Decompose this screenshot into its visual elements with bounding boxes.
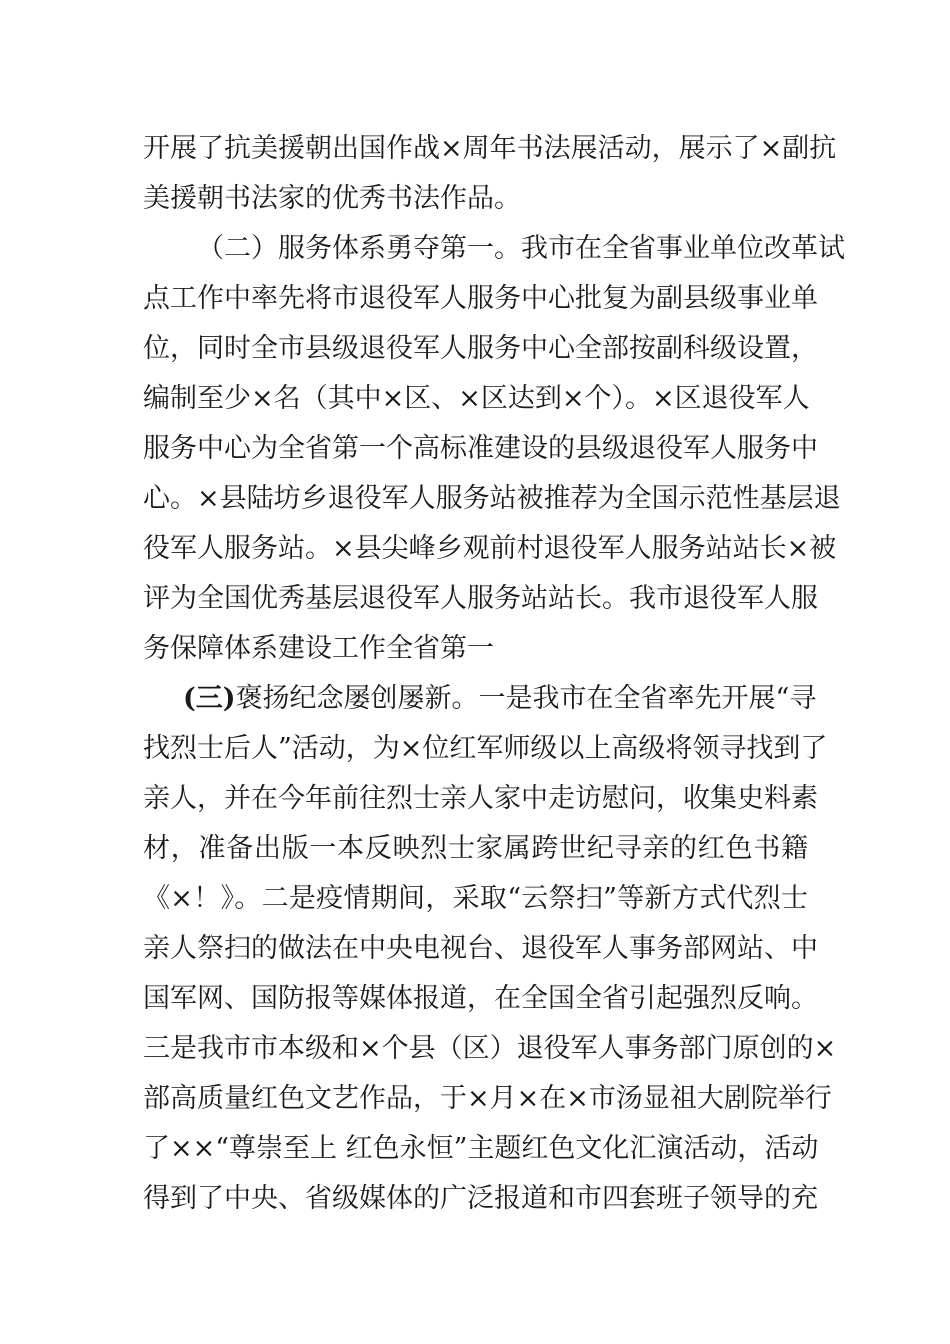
- paragraph-2: [143, 224, 845, 674]
- paragraph-line: （二）服务体系勇夺第一。我市在全省事业单位改革试: [197, 233, 845, 264]
- paragraph-line: 心。×县陆坊乡退役军人服务站被推荐为全国示范性基层退: [143, 483, 841, 514]
- paragraph-line: 《×！》。二是疫情期间，采取“云祭扫”等新方式代烈士: [143, 883, 808, 914]
- paragraph-line: 点工作中率先将市退役军人服务中心批复为副县级事业单: [143, 283, 818, 314]
- paragraph-line: [143, 674, 817, 724]
- paragraph-line: 国军网、国防报等媒体报道，在全国全省引起强烈反响。: [143, 983, 818, 1014]
- paragraph-line: 位，同时全市县级退役军人服务中心全部按副科级设置，: [143, 333, 818, 364]
- paragraph-lead: (三): [183, 683, 236, 714]
- paragraph-line: 编制至少×名（其中×区、×区达到×个）。×区退役军人: [143, 383, 810, 414]
- paragraph-line: 美援朝书法家的优秀书法作品。: [143, 183, 521, 214]
- paragraph-line: 材，准备出版一本反映烈士家属跨世纪寻亲的红色书籍: [143, 833, 808, 864]
- paragraph-line: 服务中心为全省第一个高标准建设的县级退役军人服务中: [143, 433, 818, 464]
- paragraph-1: [143, 124, 837, 224]
- paragraph-line: 亲人祭扫的做法在中央电视台、退役军人事务部网站、中: [143, 933, 818, 964]
- paragraph-line: 部高质量红色文艺作品，于×月×在×市汤显祖大剧院举行: [143, 1083, 832, 1114]
- paragraph-line: 得到了中央、省级媒体的广泛报道和市四套班子领导的充: [143, 1183, 818, 1214]
- paragraph-line: 了××“尊崇至上 红色永恒”主题红色文化汇演活动，活动: [143, 1133, 819, 1164]
- paragraph-3: [143, 674, 837, 1224]
- paragraph-line: 三是我市市本级和×个县（区）退役军人事务部门原创的×: [143, 1033, 837, 1064]
- paragraph-line: 役军人服务站。×县尖峰乡观前村退役军人服务站站长×被: [143, 533, 837, 564]
- paragraph-line: 亲人，并在今年前往烈士亲人家中走访慰问，收集史料素: [143, 783, 818, 814]
- paragraph-line: 找烈士后人”活动，为×位红军师级以上高级将领寻找到了: [143, 733, 828, 764]
- paragraph-line: 开展了抗美援朝出国作战×周年书法展活动，展示了×副抗: [143, 133, 837, 164]
- paragraph-line: 评为全国优秀基层退役军人服务站站长。我市退役军人服: [143, 583, 818, 614]
- paragraph-line-text: 褒扬纪念屡创屡新。一是我市在全省率先开展“寻: [235, 683, 817, 714]
- paragraph-line: 务保障体系建设工作全省第一: [143, 633, 494, 664]
- document-body: [143, 124, 845, 1224]
